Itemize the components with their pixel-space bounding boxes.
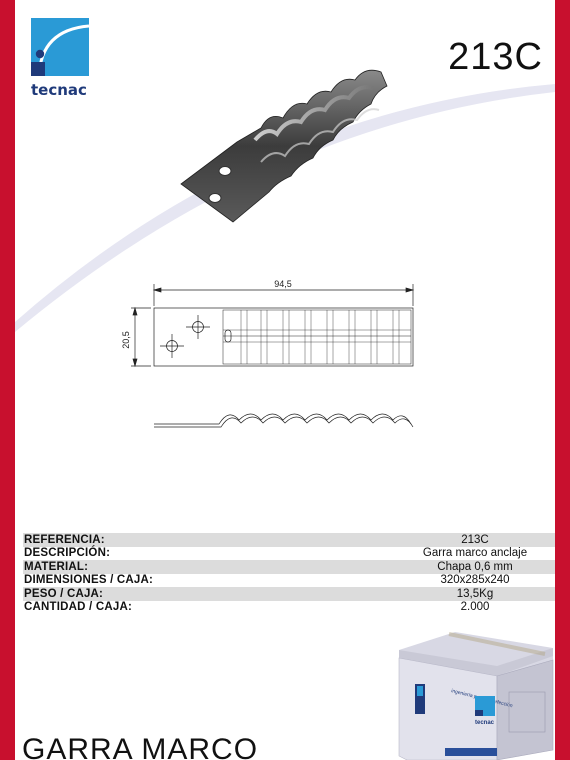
spec-row-box-dimensions	[23, 574, 555, 588]
spec-value: 13,5Kg	[456, 587, 494, 600]
spec-value: 2.000	[460, 601, 490, 614]
spec-value: 320x285x240	[440, 574, 510, 587]
spec-value: Chapa 0,6 mm	[437, 560, 513, 573]
spec-row-reference	[23, 533, 555, 547]
spec-label: DIMENSIONES / CAJA:	[24, 574, 154, 587]
product-title: GARRA MARCO	[22, 733, 259, 760]
spec-label: PESO / CAJA:	[24, 587, 104, 600]
spec-row-material	[23, 560, 555, 574]
spec-value: 213C	[461, 533, 489, 546]
spec-table	[23, 533, 555, 614]
logo-wordmark: tecnac	[31, 81, 87, 99]
spec-label: REFERENCIA:	[24, 533, 105, 546]
spec-label: DESCRIPCIÓN:	[24, 547, 111, 560]
page-reference: 213C	[448, 36, 543, 78]
spec-value: Garra marco anclaje	[422, 547, 528, 560]
box-brand: tecnac	[475, 720, 495, 726]
catalog-sheet	[15, 0, 555, 760]
spec-label: CANTIDAD / CAJA:	[24, 601, 132, 614]
spec-row-box-quantity	[23, 601, 555, 615]
box-slogan: ingeniería perfección	[450, 688, 514, 710]
technical-drawing	[15, 0, 555, 440]
spec-label: MATERIAL:	[24, 560, 89, 573]
spec-row-box-weight	[23, 587, 555, 601]
packaging-box-image	[385, 632, 555, 760]
spec-row-description	[23, 547, 555, 561]
width-dimension-label: 94,5	[274, 279, 292, 289]
height-dimension-label: 20,5	[121, 331, 131, 349]
